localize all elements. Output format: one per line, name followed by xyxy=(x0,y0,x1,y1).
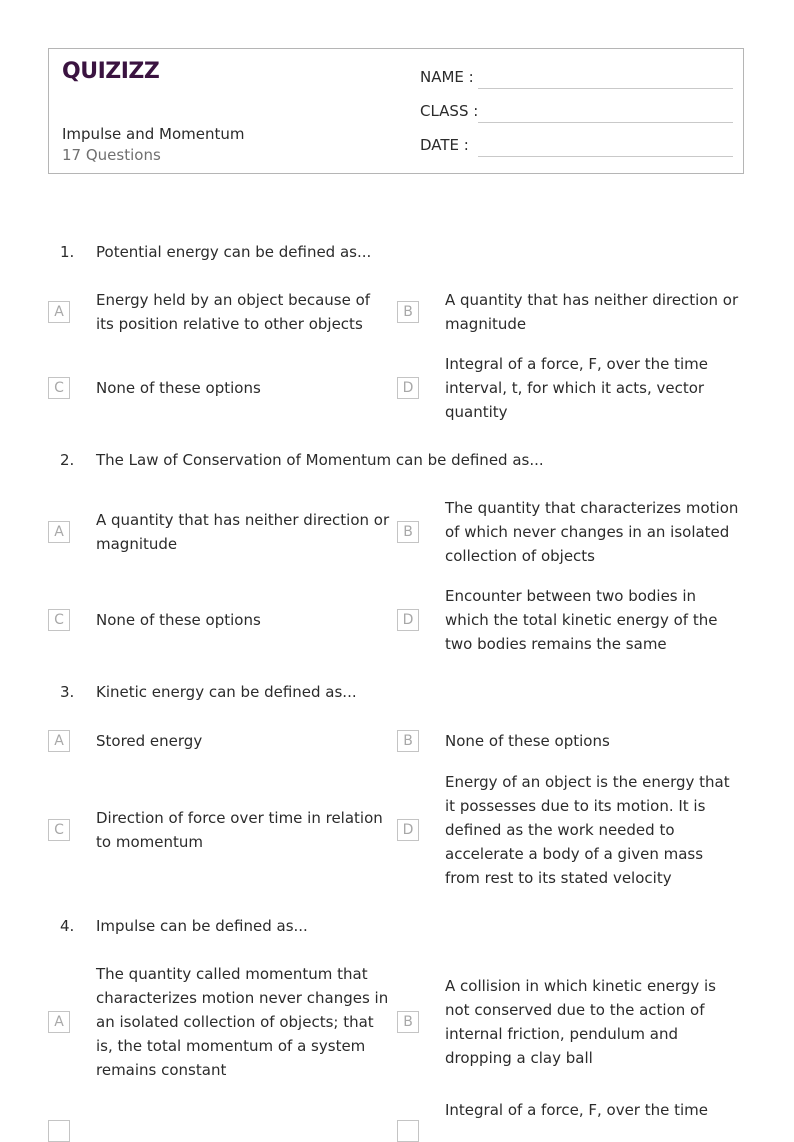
name-label: NAME : xyxy=(420,68,474,86)
option-c-box[interactable] xyxy=(48,1120,70,1142)
option-a-box[interactable]: A xyxy=(48,1011,70,1033)
question-number: 2. xyxy=(60,451,75,469)
option-a-box[interactable]: A xyxy=(48,730,70,752)
option-d-text: Encounter between two bodies in which the total kinetic energy of the two bodies remains the same xyxy=(445,587,718,653)
option-a-text: A quantity that has neither direction or magnitude xyxy=(96,511,390,553)
question-text: Potential energy can be defined as... xyxy=(96,243,372,261)
quizizz-logo: QUIZIZZ xyxy=(62,59,160,84)
question-number: 1. xyxy=(60,243,75,261)
option-c-box[interactable]: C xyxy=(48,609,70,631)
option-a-box[interactable]: A xyxy=(48,301,70,323)
class-label: CLASS : xyxy=(420,102,479,120)
option-c-text: Direction of force over time in relation to momentum xyxy=(96,809,383,851)
option-a-text: Energy held by an object because of its position relative to other objects xyxy=(96,291,371,333)
option-b-text: A quantity that has neither direction or magnitude xyxy=(445,291,739,333)
option-b-box[interactable]: B xyxy=(397,521,419,543)
option-c-box[interactable]: C xyxy=(48,819,70,841)
option-c-box[interactable]: C xyxy=(48,377,70,399)
option-a-box[interactable]: A xyxy=(48,521,70,543)
option-d-box[interactable]: D xyxy=(397,609,419,631)
option-b-box[interactable]: B xyxy=(397,301,419,323)
option-b-box[interactable]: B xyxy=(397,1011,419,1033)
question-text: Impulse can be defined as... xyxy=(96,917,308,935)
option-c-text: None of these options xyxy=(96,611,261,629)
option-b-text: The quantity that characterizes motion of which never changes in an isolated collection of objects xyxy=(445,499,739,565)
option-d-box[interactable]: D xyxy=(397,819,419,841)
question-text: The Law of Conservation of Momentum can be defined as... xyxy=(96,451,544,469)
option-d-box[interactable]: D xyxy=(397,377,419,399)
question-number: 4. xyxy=(60,917,75,935)
worksheet-title: Impulse and Momentum xyxy=(62,125,245,143)
option-b-box[interactable]: B xyxy=(397,730,419,752)
question-text: Kinetic energy can be defined as... xyxy=(96,683,357,701)
option-b-text: A collision in which kinetic energy is not conserved due to the action of internal friction, pendulum and dropping a clay ball xyxy=(445,977,716,1067)
option-d-text: Integral of a force, F, over the time xyxy=(445,1101,709,1119)
date-label: DATE : xyxy=(420,136,469,154)
option-a-text: Stored energy xyxy=(96,732,203,750)
option-a-text: The quantity called momentum that characterizes motion never changes in an isolated collection of objects; that is, the total momentum of a system remains constant xyxy=(96,965,389,1079)
question-count: 17 Questions xyxy=(62,146,161,164)
question-number: 3. xyxy=(60,683,75,701)
option-d-text: Integral of a force, F, over the time interval, t, for which it acts, vector quantity xyxy=(445,355,709,421)
option-c-text: None of these options xyxy=(96,379,261,397)
option-d-text: Energy of an object is the energy that it possesses due to its motion. It is defined as the work needed to accelerate a body of a given mass from rest to its stated velocity xyxy=(445,773,730,887)
option-d-box[interactable] xyxy=(397,1120,419,1142)
option-b-text: None of these options xyxy=(445,732,610,750)
